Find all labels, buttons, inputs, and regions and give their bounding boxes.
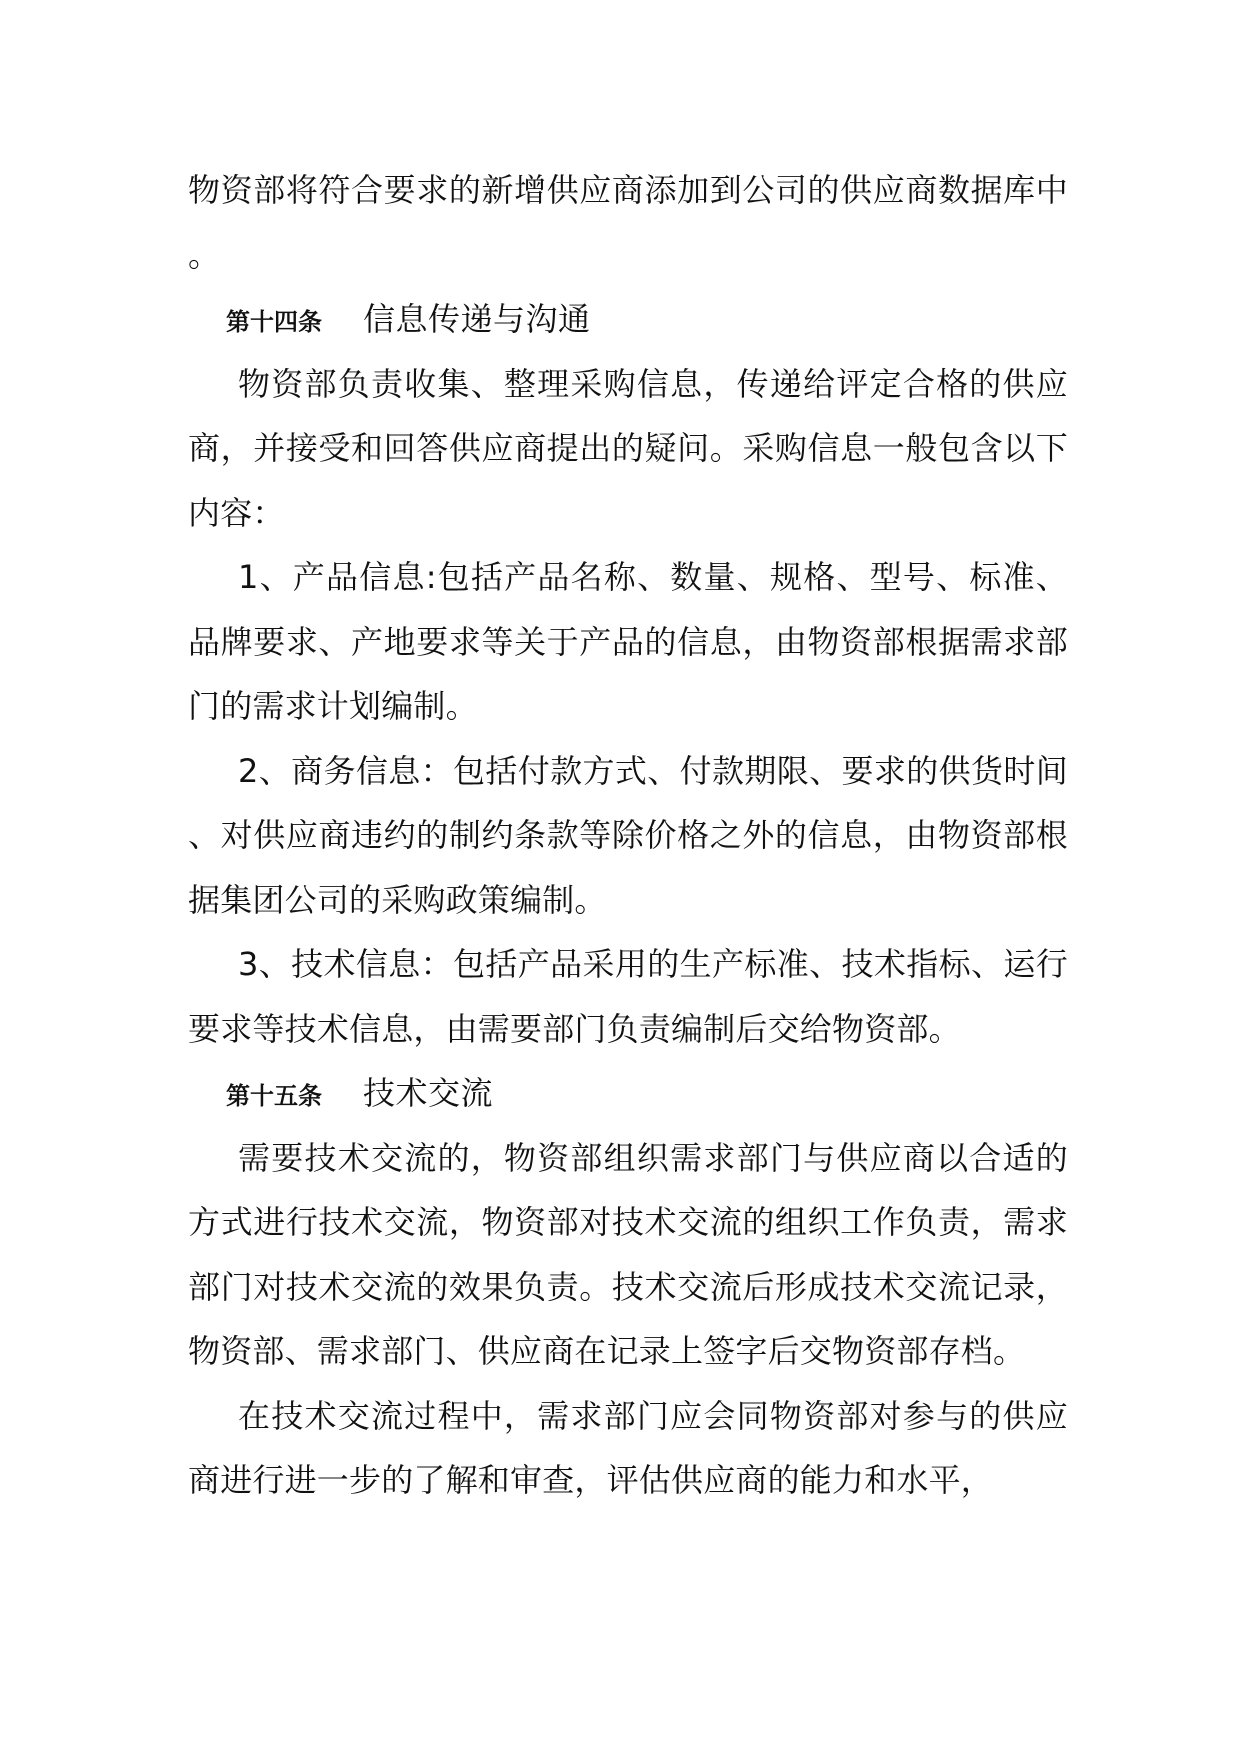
article-15-heading [188, 1061, 1068, 1126]
article-14-number: 第十四条 [226, 307, 322, 336]
paragraph-supplier-database: 物资部将符合要求的新增供应商添加到公司的供应商数据库中。 [188, 171, 1068, 274]
article-15-number: 第十五条 [226, 1081, 322, 1110]
paragraph-technical-info: 3、技术信息：包括产品采用的生产标准、技术指标、运行要求等技术信息，由需要部门负责编制后交给物资部。 [188, 945, 1068, 1048]
paragraph-product-info: 1、产品信息:包括产品名称、数量、规格、型号、标准、品牌要求、产地要求等关于产品的信息，由物资部根据需求部门的需求计划编制。 [188, 558, 1068, 725]
paragraph-business-info: 2、商务信息：包括付款方式、付款期限、要求的供货时间、对供应商违约的制约条款等除价格之外的信息，由物资部根据集团公司的采购政策编制。 [188, 751, 1068, 919]
paragraph-exchange-review: 在技术交流过程中，需求部门应会同物资部对参与的供应商进行进一步的了解和审查，评估供应商的能力和水平， [188, 1396, 1068, 1499]
paragraph-technical-exchange: 需要技术交流的，物资部组织需求部门与供应商以合适的方式进行技术交流，物资部对技术交流的组织工作负责，需求部门对技术交流的效果负责。技术交流后形成技术交流记录，物资部、需求部门、供应商在记录上签字后交物资部存档。 [188, 1138, 1068, 1370]
article-14-title: 信息传递与沟通 [363, 300, 591, 338]
article-15-title: 技术交流 [363, 1074, 494, 1112]
document-body [188, 158, 1068, 1513]
paragraph-purchase-info: 物资部负责收集、整理采购信息，传递给评定合格的供应商，并接受和回答供应商提出的疑问。采购信息一般包含以下内容： [188, 364, 1068, 532]
article-14-heading [188, 287, 1068, 352]
